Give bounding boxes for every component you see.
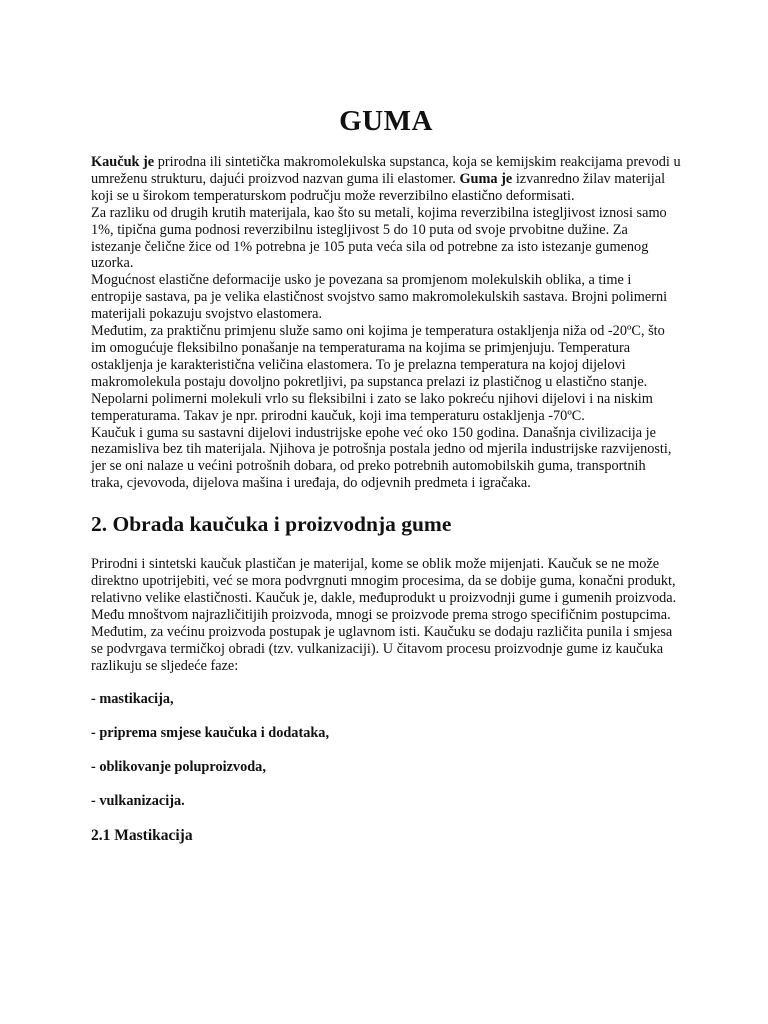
- paragraph-plastic-material: Prirodni i sintetski kaučuk plastičan je materijal, kome se oblik može mijenjati. Kaučuk se ne može direktno upotrijebiti, već se mora podvrgnuti mnogim procesima, da se dobije guma, konačni produkt, relativno velike elastičnosti. Kaučuk je, dakle, međuprodukt u proizvodnji gume i gumenih proizvoda.: [91, 556, 677, 606]
- paragraph-elasticity: Za razliku od drugih krutih materijala, kao što su metali, kojima reverzibilna istegljivost iznosi samo 1%, tipična guma podnosi reverzibilnu istegljivost 5 do 10 puta od svoje prvobitne dužine. Za istezanje čelične žice od 1% potrebna je 105 puta veća sila od potrebne za isto istezanje gumenog uzorka.: [91, 204, 667, 272]
- intro-text-b: izvanredno žilav materijal koji se u širokom temperaturskom području može reverzibilno elastično deformisati.: [91, 170, 666, 204]
- paragraph-nonpolar: Nepolarni polimerni molekuli vrlo su fleksibilni i zato se lako pokreću njihovi dijelovi i na niskim temperaturama. Takav je npr. prirodni kaučuk, koji ima temperaturu ostakljenja -70ºC.: [91, 390, 653, 424]
- list-item: - priprema smjese kaučuka i dodataka,: [91, 725, 330, 742]
- list-item: - vulkanizacija.: [91, 793, 185, 810]
- intro-section: [91, 154, 681, 492]
- page-title: GUMA: [339, 105, 433, 137]
- intro-paragraph: [91, 154, 681, 205]
- section-heading-processing: 2. Obrada kaučuka i proizvodnja gume: [91, 512, 452, 537]
- paragraph-entropy: Mogućnost elastične deformacije usko je povezana sa promjenom molekulskih oblika, a time i entropije sastava, pa je velika elastičnost svojstvo samo makromolekulskih sastava. Brojni polimerni materijali pokazuju svojstvo elastomera.: [91, 272, 668, 323]
- paragraph-industry: Kaučuk i guma su sastavni dijelovi industrijske epohe već oko 150 godina. Današnja civilizacija je nezamisliva bez tih materijala. Njihova je potrošnja postala jedno od mjerila industrijske razvijenosti, jer se oni nalaze u većini potrošnih dobara, od preko potrebnih automobilskih guma, transportnih traka, cjevovoda, dijelova mašina i uređaja, do odjevnih predmeta i igračaka.: [91, 424, 672, 492]
- paragraph-glass-transition: Međutim, za praktičnu primjenu služe samo oni kojima je temperatura ostakljenja niža od -20ºC, što im omogućuje fleksibilno ponašanje na temperaturama na kojima se primjenjuju. Temperatura ostakljenja je karakteristična veličina elastomera. To je prelazna temperatura na kojoj dijelovi makromolekula postaju dovoljno pokretljivi, pa supstanca prelazi iz plastičnog u elastično stanje.: [91, 323, 665, 390]
- paragraph-procedures: Među mnoštvom najrazličitijih proizvoda, mnogi se proizvode prema strogo specifičnim postupcima. Međutim, za većinu proizvoda postupak je uglavnom isti. Kaučuku se dodaju različita punila i smjesa se podvrgava termičkoj obradi (tzv. vulkanizaciji). U čitavom procesu proizvodnje gume iz kaučuka razlikuju se sljedeće faze:: [91, 606, 673, 674]
- document-page: [91, 0, 681, 845]
- phase-list: [91, 691, 681, 810]
- list-item: - oblikovanje poluproizvoda,: [91, 759, 266, 776]
- term-guma: Guma je: [459, 170, 513, 187]
- processing-section: [91, 556, 681, 674]
- intro-text-a: prirodna ili sintetička makromolekulska supstanca, koja se kemijskim reakcijama prevodi u umreženu strukturu, dajući proizvod nazvan guma ili elastomer.: [91, 154, 681, 187]
- subsection-heading-mastication: 2.1 Mastikacija: [91, 827, 193, 845]
- list-item: - mastikacija,: [91, 691, 174, 708]
- term-kaucuk: Kaučuk je: [91, 154, 155, 170]
